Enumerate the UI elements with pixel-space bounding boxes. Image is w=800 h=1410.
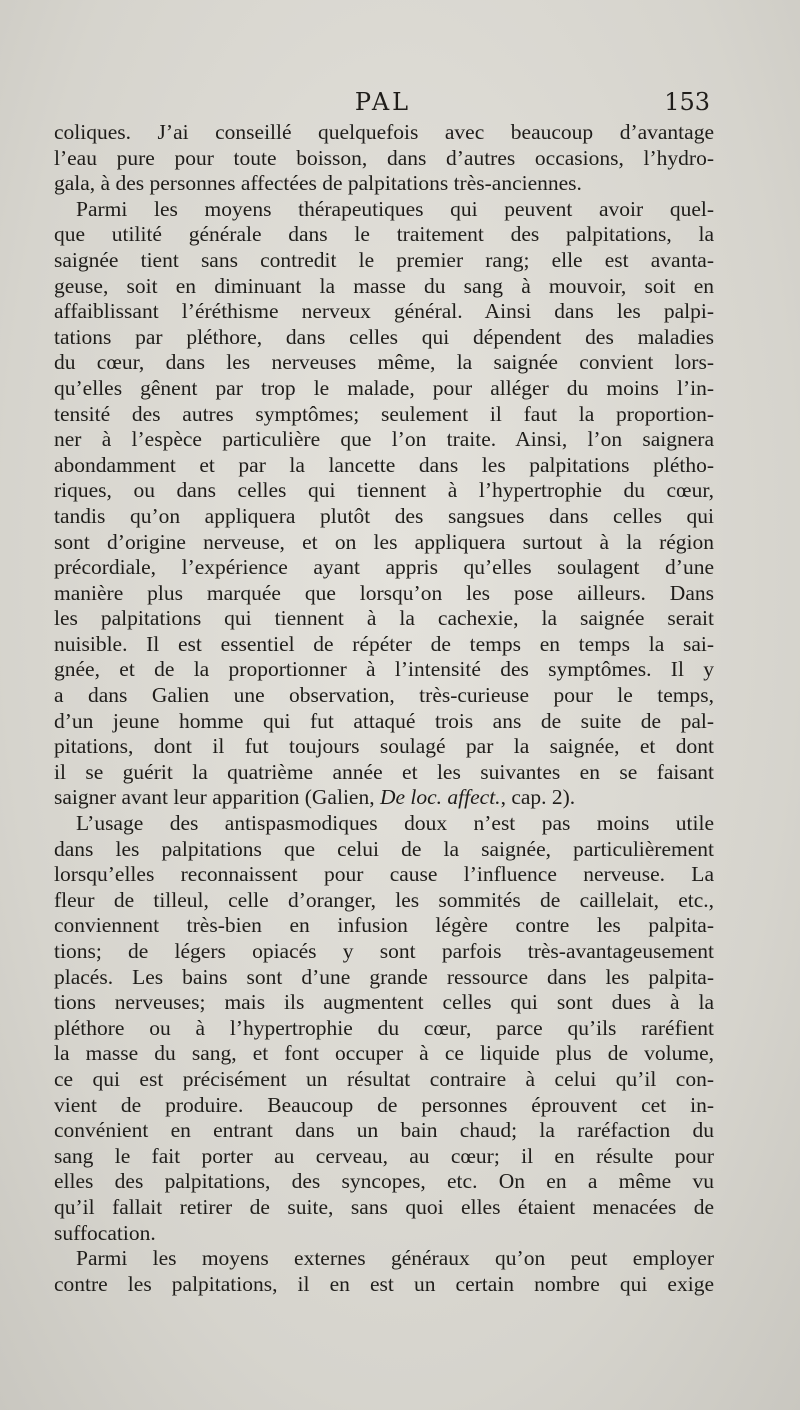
- paragraph-start-line: L’usage des antispasmodiques doux n’est pas moins utile: [76, 811, 714, 836]
- text-line: que utilité générale dans le traitement des palpitations, la: [54, 222, 714, 247]
- text-line: riques, ou dans celles qui tiennent à l’hypertrophie du cœur,: [54, 478, 714, 503]
- text-line: elles des palpitations, des syncopes, etc. On en a même vu: [54, 1169, 714, 1194]
- text-line: fleur de tilleul, celle d’oranger, les sommités de caillelait, etc.,: [54, 887, 714, 912]
- running-head: PAL: [354, 88, 412, 116]
- text-line: tandis qu’on appliquera plutôt des sangsues dans celles qui: [54, 503, 714, 528]
- text-line: qu’il fallait retirer de suite, sans quoi elles étaient menacées de: [54, 1194, 714, 1219]
- text-line: vient de produire. Beaucoup de personnes éprouvent cet in-: [54, 1092, 714, 1117]
- text-line: lorsqu’elles reconnaissent pour cause l’influence nerveuse. La: [54, 862, 714, 887]
- text-line: pitations, dont il fut toujours soulagé par la saignée, et dont: [54, 734, 714, 759]
- text-line: placés. Les bains sont d’une grande ressource dans les palpita-: [54, 964, 714, 989]
- text-line: suffocation.: [54, 1220, 156, 1245]
- text-line: dans les palpitations que celui de la saignée, particulièrement: [54, 836, 714, 861]
- text-line: contre les palpitations, il en est un certain nombre qui exige: [54, 1271, 714, 1296]
- citation-after: , cap. 2).: [500, 785, 576, 810]
- text-line: ner à l’espèce particulière que l’on traite. Ainsi, l’on saignera: [54, 427, 714, 452]
- text-line: ce qui est précisément un résultat contraire à celui qu’il con-: [54, 1066, 714, 1091]
- text-line: précordiale, l’expérience ayant appris qu’elles soulagent d’une: [54, 555, 714, 580]
- text-line: la masse du sang, et font occuper à ce liquide plus de volume,: [54, 1041, 714, 1066]
- citation-before: saigner avant leur apparition (Galien,: [54, 785, 380, 810]
- text-line: qu’elles gênent par trop le malade, pour alléger du moins l’in-: [54, 375, 714, 400]
- text-line: sont d’origine nerveuse, et on les appliquera surtout à la région: [54, 529, 714, 554]
- text-line: geuse, soit en diminuant la masse du sang à mouvoir, soit en: [54, 273, 714, 298]
- text-line: gnée, et de la proportionner à l’intensité des symptômes. Il y: [54, 657, 714, 682]
- text-line: conviennent très-bien en infusion légère contre les palpita-: [54, 913, 714, 938]
- paragraph-start-line: Parmi les moyens externes généraux qu’on peut employer: [76, 1246, 714, 1271]
- text-line: d’un jeune homme qui fut attaqué trois ans de suite de pal-: [54, 708, 714, 733]
- text-line: nuisible. Il est essentiel de répéter de temps en temps la sai-: [54, 631, 714, 656]
- text-line: convénient en entrant dans un bain chaud; la raréfaction du: [54, 1118, 714, 1143]
- text-line: coliques. J’ai conseillé quelquefois avec beaucoup d’avantage: [54, 120, 714, 144]
- text-line: affaiblissant l’éréthisme nerveux général. Ainsi dans les palpi-: [54, 299, 714, 324]
- page-header: [56, 88, 710, 118]
- text-line: a dans Galien une observation, très-curieuse pour le temps,: [54, 683, 714, 708]
- text-line: pléthore ou à l’hypertrophie du cœur, parce qu’ils raréfient: [54, 1015, 714, 1040]
- text-line: il se guérit la quatrième année et les suivantes en se faisant: [54, 759, 714, 784]
- body-text: [54, 120, 714, 1297]
- text-line: gala, à des personnes affectées de palpitations très-anciennes.: [54, 171, 582, 196]
- citation-line: [54, 785, 714, 811]
- text-line: du cœur, dans les nerveuses même, la saignée convient lors-: [54, 350, 714, 375]
- text-line: tions nerveuses; mais ils augmentent celles qui sont dues à la: [54, 990, 714, 1015]
- citation-title: De loc. affect.: [379, 785, 501, 810]
- text-line: manière plus marquée que lorsqu’on les pose ailleurs. Dans: [54, 580, 714, 605]
- page-number: 153: [664, 88, 710, 116]
- text-line: abondamment et par la lancette dans les palpitations plétho-: [54, 452, 714, 477]
- text-line: saignée tient sans contredit le premier rang; elle est avanta-: [54, 247, 714, 272]
- text-line: l’eau pure pour toute boisson, dans d’autres occasions, l’hydro-: [54, 145, 714, 170]
- text-line: tions; de légers opiacés y sont parfois très-avantageusement: [54, 939, 714, 963]
- text-line: tensité des autres symptômes; seulement il faut la proportion-: [54, 401, 714, 426]
- paragraph-start-line: Parmi les moyens thérapeutiques qui peuvent avoir quel-: [76, 196, 714, 221]
- text-line: les palpitations qui tiennent à la cachexie, la saignée serait: [54, 606, 714, 631]
- text-line: sang le fait porter au cerveau, au cœur; il en résulte pour: [54, 1143, 714, 1168]
- text-line: tations par pléthore, dans celles qui dépendent des maladies: [54, 324, 714, 349]
